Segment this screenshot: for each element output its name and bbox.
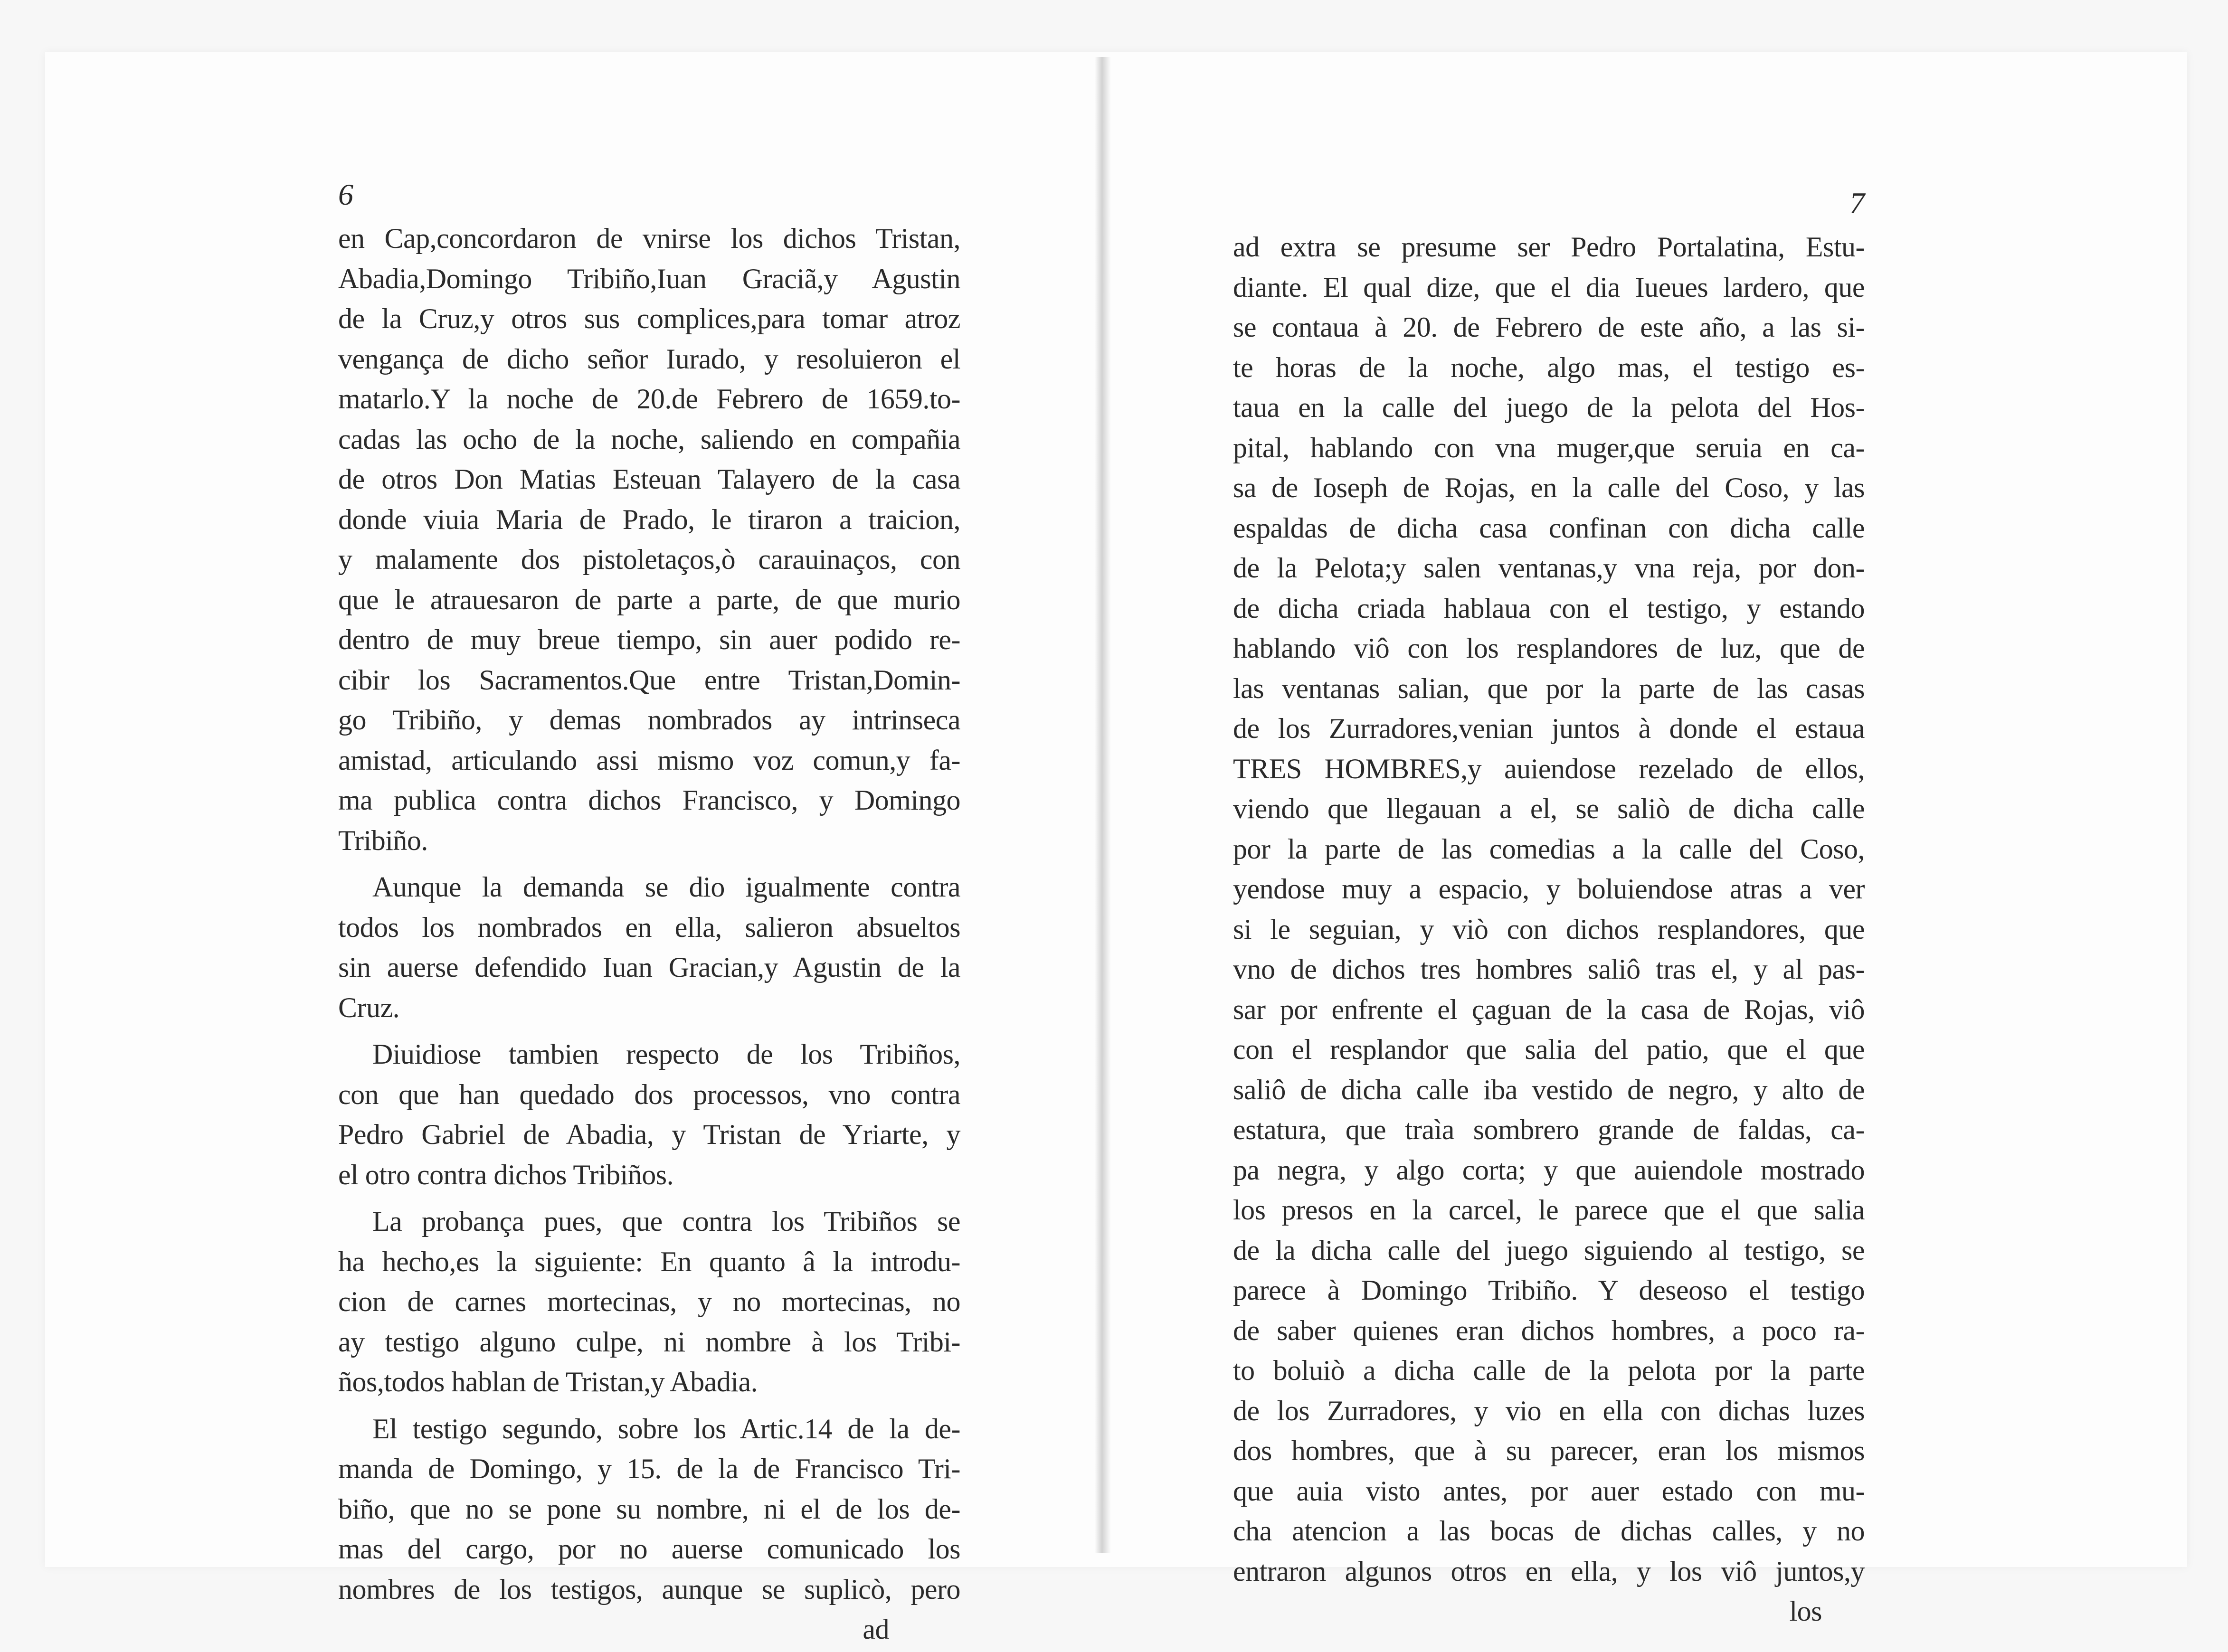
text-line: estatura, que traìa sombrero grande de faldas, ca- bbox=[1233, 1114, 1865, 1145]
text-line: dentro de muy breue tiempo, sin auer podido re- bbox=[338, 624, 960, 655]
text-line: con que han quedado dos processos, vno contra bbox=[338, 1078, 960, 1110]
text-line: manda de Domingo, y 15. de la de Francisco Tri- bbox=[338, 1453, 960, 1484]
text-line: y malamente dos pistoletaços,ò carauinaços, con bbox=[338, 544, 960, 575]
page-number-right: 7 bbox=[1849, 186, 1865, 220]
text-line: yendose muy a espacio, y boluiendose atras a ver bbox=[1233, 873, 1865, 905]
text-line: ay testigo alguno culpe, ni nombre à los Tribi- bbox=[338, 1326, 960, 1358]
text-line: que le atrauesaron de parte a parte, de que murio bbox=[338, 584, 960, 615]
text-line: de saber quienes eran dichos hombres, a poco ra- bbox=[1233, 1314, 1865, 1346]
text-line: ha hecho,es la siguiente: En quanto â la introdu- bbox=[338, 1246, 960, 1277]
italic-text-line: parece à Domingo Tribiño. Y deseoso el testigo bbox=[1233, 1274, 1865, 1306]
text-line: diante. El qual dize, que el dia Iueues lardero, que bbox=[1233, 271, 1865, 303]
text-line: de la dicha calle del juego siguiendo al testigo, se bbox=[1233, 1234, 1865, 1266]
text-line: los presos en la carcel, le parece que el que salia bbox=[1233, 1194, 1865, 1226]
text-line: todos los nombrados en ella, salieron absueltos bbox=[338, 911, 960, 943]
text-line: por la parte de las comedias a la calle del Coso, bbox=[1233, 833, 1865, 865]
text-line: con el resplandor que salia del patio, que el que bbox=[1233, 1034, 1865, 1065]
text-line: entraron algunos otros en ella, y los viô juntos,y bbox=[1233, 1555, 1865, 1587]
text-line: matarlo.Y la noche de 20.de Febrero de 1659.to- bbox=[338, 383, 960, 415]
text-line: Tribiño. bbox=[338, 824, 428, 856]
text-line: nombres de los testigos, aunque se suplicò, pero bbox=[338, 1573, 960, 1605]
text-line: hablando viô con los resplandores de luz, que de bbox=[1233, 632, 1865, 664]
paragraph-start: La probança pues, que contra los Tribiños se bbox=[372, 1206, 960, 1237]
text-line: to boluiò a dicha calle de la pelota por la parte bbox=[1233, 1355, 1865, 1386]
text-line: de otros Don Matias Esteuan Talayero de la casa bbox=[338, 463, 960, 495]
text-line: Cruz. bbox=[338, 991, 400, 1023]
text-line: de los Zurradores, y vio en ella con dichas luzes bbox=[1233, 1395, 1865, 1426]
text-line: donde viuia Maria de Prado, le tiraron a traicion, bbox=[338, 503, 960, 535]
text-line: se contaua à 20. de Febrero de este año, a las si- bbox=[1233, 312, 1865, 343]
text-line: vengança de dicho señor Iurado, y resoluieron el bbox=[338, 343, 960, 375]
text-line: cadas las ocho de la noche, saliendo en compañia bbox=[338, 423, 960, 455]
catchword-right: los bbox=[1789, 1595, 1822, 1627]
text-line: ños,todos hablan de Tristan,y Abadia. bbox=[338, 1366, 758, 1397]
text-line: amistad, articulando assi mismo voz comun,y fa- bbox=[338, 744, 960, 776]
text-line: ad extra se presume ser Pedro Portalatina, Estu- bbox=[1233, 231, 1865, 263]
text-line: saliô de dicha calle iba vestido de negro, y alto de bbox=[1233, 1074, 1865, 1105]
book-gutter bbox=[1095, 57, 1111, 1553]
text-line: te horas de la noche, algo mas, el testigo es- bbox=[1233, 351, 1865, 383]
text-line: cha atencion a las bocas de dichas calles, y no bbox=[1233, 1515, 1865, 1547]
text-line: biño, que no se pone su nombre, ni el de los de- bbox=[338, 1493, 960, 1525]
text-line: de la Cruz,y otros sus complices,para tomar atroz bbox=[338, 303, 960, 334]
text-line: el otro contra dichos Tribiños. bbox=[338, 1159, 674, 1190]
text-line: vno de dichos tres hombres saliô tras el, y al pas- bbox=[1233, 953, 1865, 985]
text-line: que auia visto antes, por auer estado con mu- bbox=[1233, 1475, 1865, 1507]
text-line: sa de Ioseph de Rojas, en la calle del Coso, y las bbox=[1233, 472, 1865, 503]
text-line: go Tribiño, y demas nombrados ay intrinseca bbox=[338, 704, 960, 736]
text-line: de la Pelota;y salen ventanas,y vna reja, por don- bbox=[1233, 552, 1865, 584]
catchword-left: ad bbox=[863, 1614, 889, 1645]
text-line: mas del cargo, por no auerse comunicado los bbox=[338, 1533, 960, 1565]
text-line: dos hombres, que à su parecer, eran los mismos bbox=[1233, 1435, 1865, 1466]
paragraph-start: Aunque la demanda se dio igualmente contra bbox=[372, 871, 960, 903]
text-line: Pedro Gabriel de Abadia, y Tristan de Yriarte, y bbox=[338, 1119, 960, 1150]
text-line: Abadia,Domingo Tribiño,Iuan Graciã,y Agustin bbox=[338, 263, 960, 294]
paragraph-start: El testigo segundo, sobre los Artic.14 de la de- bbox=[372, 1413, 960, 1444]
page-number-left: 6 bbox=[338, 178, 353, 211]
text-line: pital, hablando con vna muger,que seruia en ca- bbox=[1233, 432, 1865, 463]
text-line: sin auerse defendido Iuan Gracian,y Agustin de la bbox=[338, 952, 960, 983]
text-line: pa negra, y algo corta; y que auiendole mostrado bbox=[1233, 1154, 1865, 1186]
text-line: espaldas de dicha casa confinan con dicha calle bbox=[1233, 512, 1865, 544]
paragraph-start: Diuidiose tambien respecto de los Tribiños, bbox=[372, 1038, 960, 1070]
left-page-text bbox=[338, 218, 960, 1650]
text-line: taua en la calle del juego de la pelota del Hos- bbox=[1233, 392, 1865, 423]
text-line: TRES HOMBRES,y auiendose rezelado de ellos, bbox=[1233, 753, 1865, 784]
text-line: cion de carnes mortecinas, y no mortecinas, no bbox=[338, 1286, 960, 1317]
text-line: de dicha criada hablaua con el testigo, y estando bbox=[1233, 592, 1865, 624]
text-line: ma publica contra dichos Francisco, y Domingo bbox=[338, 784, 960, 816]
text-line: si le seguian, y viò con dichos resplandores, que bbox=[1233, 913, 1865, 945]
text-line: las ventanas salian, que por la parte de las casas bbox=[1233, 672, 1865, 704]
text-line: cibir los Sacramentos.Que entre Tristan,Domin- bbox=[338, 664, 960, 696]
right-page-text bbox=[1233, 227, 1865, 1632]
text-line: sar por enfrente el çaguan de la casa de Rojas, viô bbox=[1233, 993, 1865, 1025]
text-line: en Cap,concordaron de vnirse los dichos Tristan, bbox=[338, 223, 960, 254]
text-line: viendo que llegauan a el, se saliò de dicha calle bbox=[1233, 793, 1865, 824]
text-line: de los Zurradores,venian juntos à donde el estaua bbox=[1233, 713, 1865, 744]
